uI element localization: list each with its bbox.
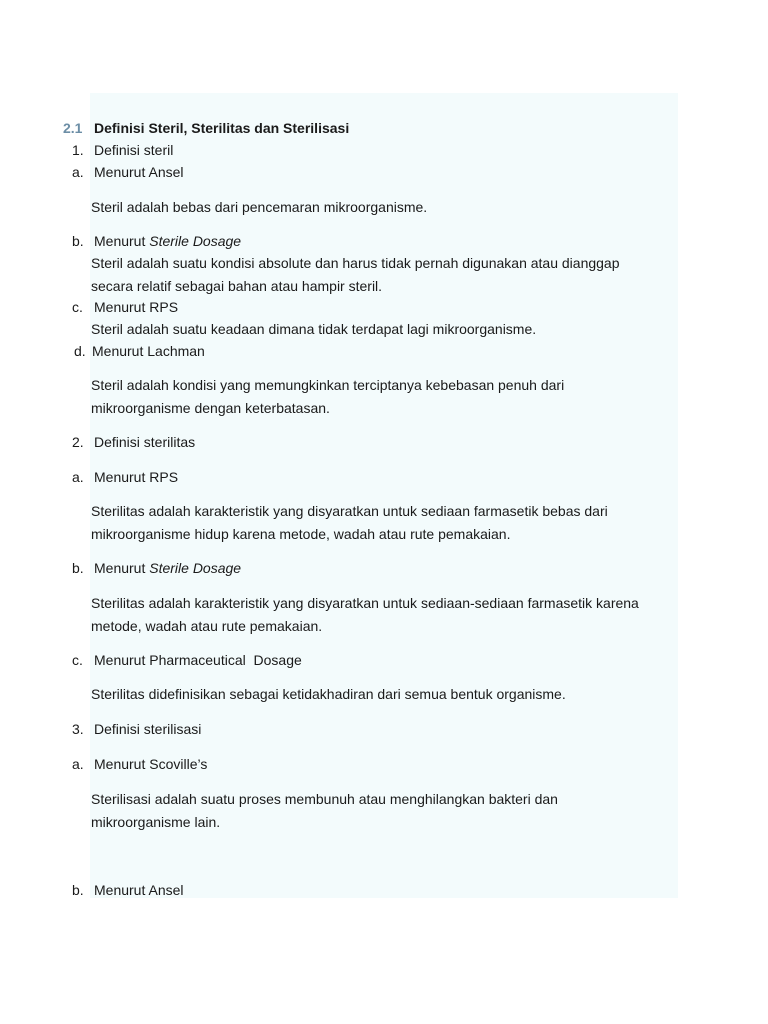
list-item-label: Definisi sterilitas	[94, 434, 196, 450]
list-item-label: Menurut RPS	[94, 299, 179, 315]
paragraph-line: Steril adalah bebas dari pencemaran mikroorganisme.	[91, 199, 428, 215]
paragraph-1a	[91, 196, 671, 219]
paragraph-1d	[91, 374, 671, 419]
list-item-label: Menurut Sterile Dosage	[94, 233, 242, 249]
section-title: Definisi Steril, Sterilitas dan Sterilisasi	[94, 120, 350, 136]
paragraph-line: Sterilitas didefinisikan sebagai ketidakhadiran dari semua bentuk organisme.	[91, 686, 566, 702]
list-item-label: Menurut RPS	[94, 469, 179, 485]
list-item-label: Menurut Sterile Dosage	[94, 560, 242, 576]
list-item-number: 3.	[72, 721, 84, 737]
paragraph-line: Sterilitas adalah karakteristik yang disyaratkan untuk sediaan-sediaan farmasetik karena	[91, 595, 639, 611]
paragraph-1c	[91, 318, 671, 341]
list-item-1a	[72, 163, 372, 181]
list-item-letter: d.	[74, 343, 86, 359]
list-item-1c	[72, 298, 372, 316]
list-item-2c	[72, 651, 372, 669]
list-item-label: Menurut Lachman	[92, 343, 205, 359]
list-item-1	[72, 141, 372, 159]
paragraph-line: mikroorganisme dengan keterbatasan.	[91, 399, 330, 416]
list-item-number: 1.	[72, 142, 84, 158]
list-item-2b	[72, 559, 372, 577]
list-item-3	[72, 720, 372, 738]
list-item-letter: b.	[72, 882, 84, 898]
list-item-number: 2.	[72, 434, 84, 450]
list-item-2a	[72, 468, 372, 486]
paragraph-2a	[91, 500, 671, 545]
paragraph-line: Steril adalah suatu keadaan dimana tidak terdapat lagi mikroorganisme.	[91, 321, 537, 337]
paragraph-2b	[91, 592, 671, 637]
list-item-letter: b.	[72, 233, 84, 249]
list-item-letter: c.	[72, 299, 83, 315]
paragraph-line: metode, wadah atau rute pemakaian.	[91, 617, 323, 634]
paragraph-line: Steril adalah kondisi yang memungkinkan terciptanya kebebasan penuh dari	[91, 377, 565, 393]
list-item-label: Menurut Scoville’s	[94, 756, 208, 772]
list-item-letter: a.	[72, 756, 84, 772]
paragraph-2c	[91, 683, 671, 706]
paragraph-line: Sterilisasi adalah suatu proses membunuh atau menghilangkan bakteri dan	[91, 791, 558, 807]
list-item-label: Menurut Pharmaceutical Dosage	[94, 652, 302, 668]
italic-source: Sterile Dosage	[149, 560, 242, 576]
section-number: 2.1	[63, 120, 83, 136]
list-item-2	[72, 433, 372, 451]
list-item-label: Definisi steril	[94, 142, 174, 158]
paragraph-3a	[91, 788, 671, 833]
paragraph-1b	[91, 252, 671, 297]
paragraph-line: secara relatif sebagai bahan atau hampir steril.	[91, 277, 383, 294]
list-item-letter: a.	[72, 469, 84, 485]
paragraph-line: mikroorganisme hidup karena metode, wadah atau rute pemakaian.	[91, 525, 511, 542]
list-item-3a	[72, 755, 372, 773]
paragraph-line: mikroorganisme lain.	[91, 813, 221, 830]
list-item-1b	[72, 232, 372, 250]
list-item-3b	[72, 881, 372, 899]
italic-source: Sterile Dosage	[149, 233, 242, 249]
list-item-1d	[72, 342, 372, 360]
list-item-letter: a.	[72, 164, 84, 180]
paragraph-line: Sterilitas adalah karakteristik yang disyaratkan untuk sediaan farmasetik bebas dari	[91, 503, 608, 519]
list-item-label: Definisi sterilisasi	[94, 721, 202, 737]
paragraph-line: Steril adalah suatu kondisi absolute dan harus tidak pernah digunakan atau dianggap	[91, 255, 620, 271]
list-item-letter: c.	[72, 652, 83, 668]
list-item-letter: b.	[72, 560, 84, 576]
list-item-label: Menurut Ansel	[94, 164, 184, 180]
list-item-label: Menurut Ansel	[94, 882, 184, 898]
